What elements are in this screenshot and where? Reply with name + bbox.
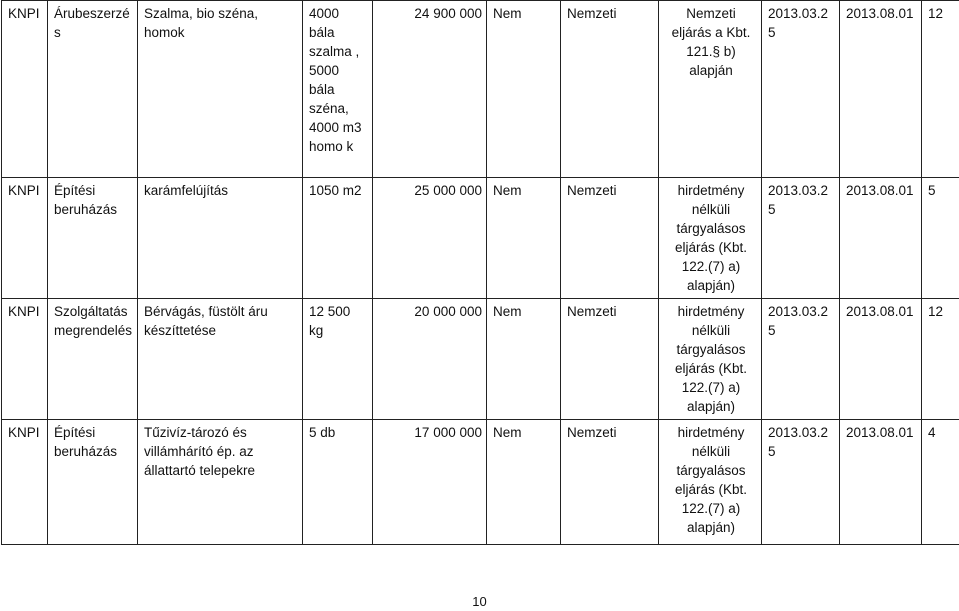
duration-cell: 12 — [922, 299, 959, 420]
subject-cell: Szalma, bio széna, homok — [138, 1, 303, 178]
table-row — [2, 1, 959, 178]
scope-cell: Nemzeti — [561, 420, 659, 545]
value-cell: 20 000 000 — [373, 299, 487, 420]
duration-cell: 12 — [922, 1, 959, 178]
subject-cell: Bérvágás, füstölt áru készíttetése — [138, 299, 303, 420]
org-cell: KNPI — [2, 299, 48, 420]
type-cell: Szolgáltatás megrendelés — [48, 299, 138, 420]
duration-cell: 4 — [922, 420, 959, 545]
subject-cell: Tűzivíz-tározó és villámhárító ép. az állattartó telepekre — [138, 420, 303, 545]
value-cell: 24 900 000 — [373, 1, 487, 178]
end-date-cell: 2013.08.01 — [840, 1, 922, 178]
procurement-plan-table — [1, 0, 959, 545]
start-date-cell: 2013.03.25 — [762, 1, 840, 178]
value-cell: 25 000 000 — [373, 178, 487, 299]
start-date-cell: 2013.03.25 — [762, 178, 840, 299]
duration-cell: 5 — [922, 178, 959, 299]
type-cell: Építési beruházás — [48, 178, 138, 299]
type-cell: Árubeszerzés — [48, 1, 138, 178]
table-row — [2, 299, 959, 420]
table-row — [2, 178, 959, 299]
quantity-cell: 1050 m2 — [303, 178, 373, 299]
org-cell: KNPI — [2, 420, 48, 545]
eu-funded-cell: Nem — [487, 299, 561, 420]
procedure-cell: Nemzeti eljárás a Kbt. 121.§ b) alapján — [659, 1, 762, 178]
scope-cell: Nemzeti — [561, 178, 659, 299]
start-date-cell: 2013.03.25 — [762, 299, 840, 420]
table-row — [2, 420, 959, 545]
org-cell: KNPI — [2, 178, 48, 299]
scope-cell: Nemzeti — [561, 1, 659, 178]
scope-cell: Nemzeti — [561, 299, 659, 420]
procedure-cell: hirdetmény nélküli tárgyalásos eljárás (Kbt. 122.(7) a) alapján) — [659, 420, 762, 545]
subject-cell: karámfelújítás — [138, 178, 303, 299]
eu-funded-cell: Nem — [487, 178, 561, 299]
page-number: 10 — [0, 592, 959, 611]
type-cell: Építési beruházás — [48, 420, 138, 545]
end-date-cell: 2013.08.01 — [840, 299, 922, 420]
eu-funded-cell: Nem — [487, 420, 561, 545]
eu-funded-cell: Nem — [487, 1, 561, 178]
quantity-cell: 4000 bála szalma , 5000 bála széna, 4000 m3 homo k — [303, 1, 373, 178]
end-date-cell: 2013.08.01 — [840, 178, 922, 299]
quantity-cell: 12 500 kg — [303, 299, 373, 420]
end-date-cell: 2013.08.01 — [840, 420, 922, 545]
quantity-cell: 5 db — [303, 420, 373, 545]
procedure-cell: hirdetmény nélküli tárgyalásos eljárás (Kbt. 122.(7) a) alapján) — [659, 178, 762, 299]
procedure-cell: hirdetmény nélküli tárgyalásos eljárás (Kbt. 122.(7) a) alapján) — [659, 299, 762, 420]
org-cell: KNPI — [2, 1, 48, 178]
value-cell: 17 000 000 — [373, 420, 487, 545]
start-date-cell: 2013.03.25 — [762, 420, 840, 545]
